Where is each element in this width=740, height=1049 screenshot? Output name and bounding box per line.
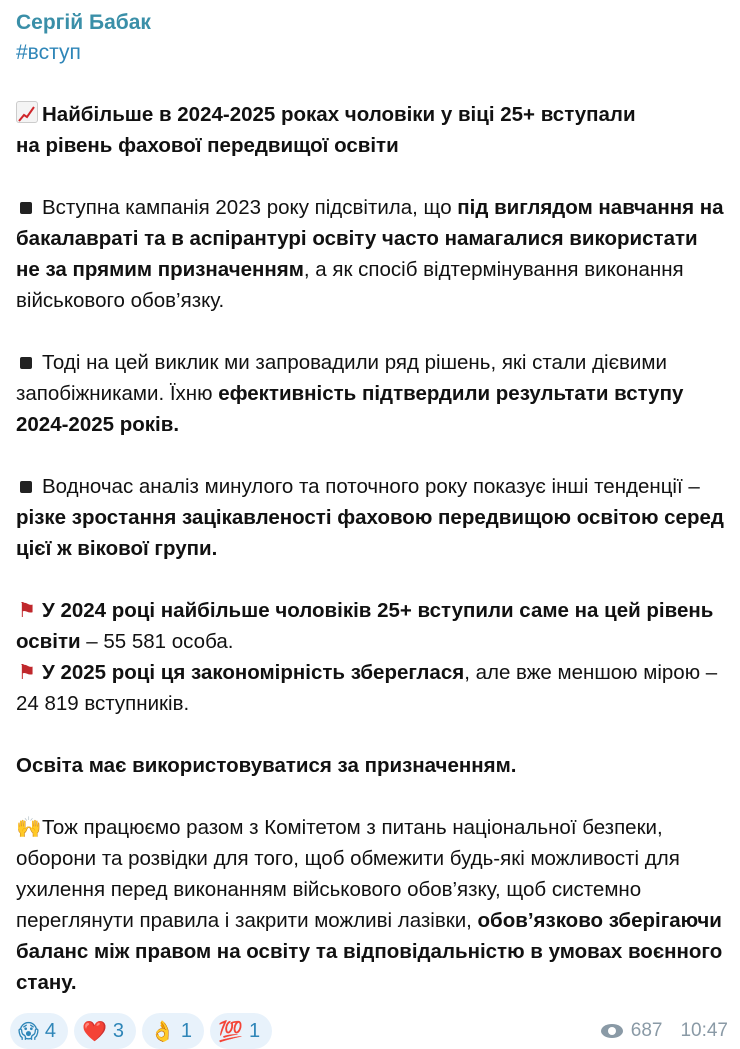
reactions — [10, 1013, 272, 1049]
author-name[interactable]: Сергій Бабак — [16, 11, 151, 34]
post-body — [16, 99, 724, 998]
reaction-count: 3 — [112, 1019, 125, 1042]
paragraph-2 — [16, 347, 724, 440]
hundred-emoji-icon: 💯 — [218, 1020, 243, 1043]
eye-icon — [601, 1024, 623, 1038]
post-time: 10:47 — [680, 1020, 728, 1041]
post-footer — [0, 1013, 740, 1049]
text: Тож працюємо разом з Комітетом з питань національної безпеки, оборони та розвідки для того, щоб обмежити будь-які можливості для ухилення перед виконанням військового обов’язку, щоб системно переглянути правила і закрити можливі лазівки, — [16, 816, 680, 932]
heart-emoji-icon: ❤️ — [81, 1020, 107, 1043]
reaction-count: 1 — [248, 1019, 261, 1042]
post-meta — [601, 1020, 728, 1042]
black-square-icon — [20, 481, 32, 493]
reaction-count: 1 — [180, 1019, 193, 1042]
paragraph-4 — [16, 595, 724, 657]
bold-text: під виглядом навчання на бакалавраті та в аспірантурі освіту часто намагалися використати не за прямим призначенням — [16, 196, 724, 281]
red-flag-icon: ⚑ — [17, 661, 37, 684]
paragraph-6 — [16, 750, 724, 781]
text: , а як спосіб відтермінування виконання військового обов’язку. — [16, 258, 684, 312]
text: Тоді на цей виклик ми запровадили ряд рішень, які стали дієвими запобіжниками. Їхню — [16, 351, 667, 405]
bold-text: У 2025 році ця закономірність збереглася — [42, 661, 465, 684]
headline-line-1: Найбільше в 2024-2025 роках чоловіки у віці 25+ вступали — [42, 103, 636, 126]
paragraph-5 — [16, 657, 724, 719]
bold-text: У 2024 році найбільше чоловіків 25+ вступили саме на цей рівень освіти — [16, 599, 714, 653]
reaction-heart[interactable] — [74, 1013, 136, 1049]
scream-emoji-icon: 😱 — [18, 1020, 39, 1043]
headline — [16, 99, 724, 161]
ok-hand-emoji-icon: 👌 — [150, 1020, 175, 1043]
reaction-count: 4 — [44, 1019, 56, 1042]
reaction-scream[interactable] — [10, 1013, 68, 1049]
bold-text: різке зростання зацікавленості фаховою передвищою освітою серед цієї ж вікової групи. — [16, 506, 724, 560]
text: Водночас аналіз минулого та поточного року показує інші тенденції – — [42, 475, 700, 498]
raising-hands-icon: 🙌 — [16, 816, 42, 839]
text: – 55 581 особа. — [80, 630, 234, 653]
red-flag-icon: ⚑ — [17, 599, 37, 622]
view-count: 687 — [630, 1020, 663, 1041]
bold-text: обов’язково зберігаючи баланс між правом на освіту та відповідальністю в умовах воєнного стану. — [16, 909, 723, 994]
bold-text: Освіта має використовуватися за призначенням. — [16, 754, 517, 777]
paragraph-7 — [16, 812, 724, 998]
paragraph-1 — [16, 192, 724, 316]
black-square-icon — [20, 202, 32, 214]
bold-text: ефективність підтвердили результати вступу 2024-2025 років. — [16, 382, 684, 436]
headline-line-2: на рівень фахової передвищої освіти — [16, 134, 399, 157]
text: Вступна кампанія 2023 року підсвітила, що — [42, 196, 458, 219]
chart-increasing-icon — [16, 101, 38, 123]
reaction-hundred[interactable] — [210, 1013, 272, 1049]
text: , але вже меншою мірою – 24 819 вступників. — [16, 661, 718, 715]
reaction-ok[interactable] — [142, 1013, 204, 1049]
black-square-icon — [20, 357, 32, 369]
paragraph-3 — [16, 471, 724, 564]
hashtag-link[interactable]: #вступ — [16, 41, 81, 64]
